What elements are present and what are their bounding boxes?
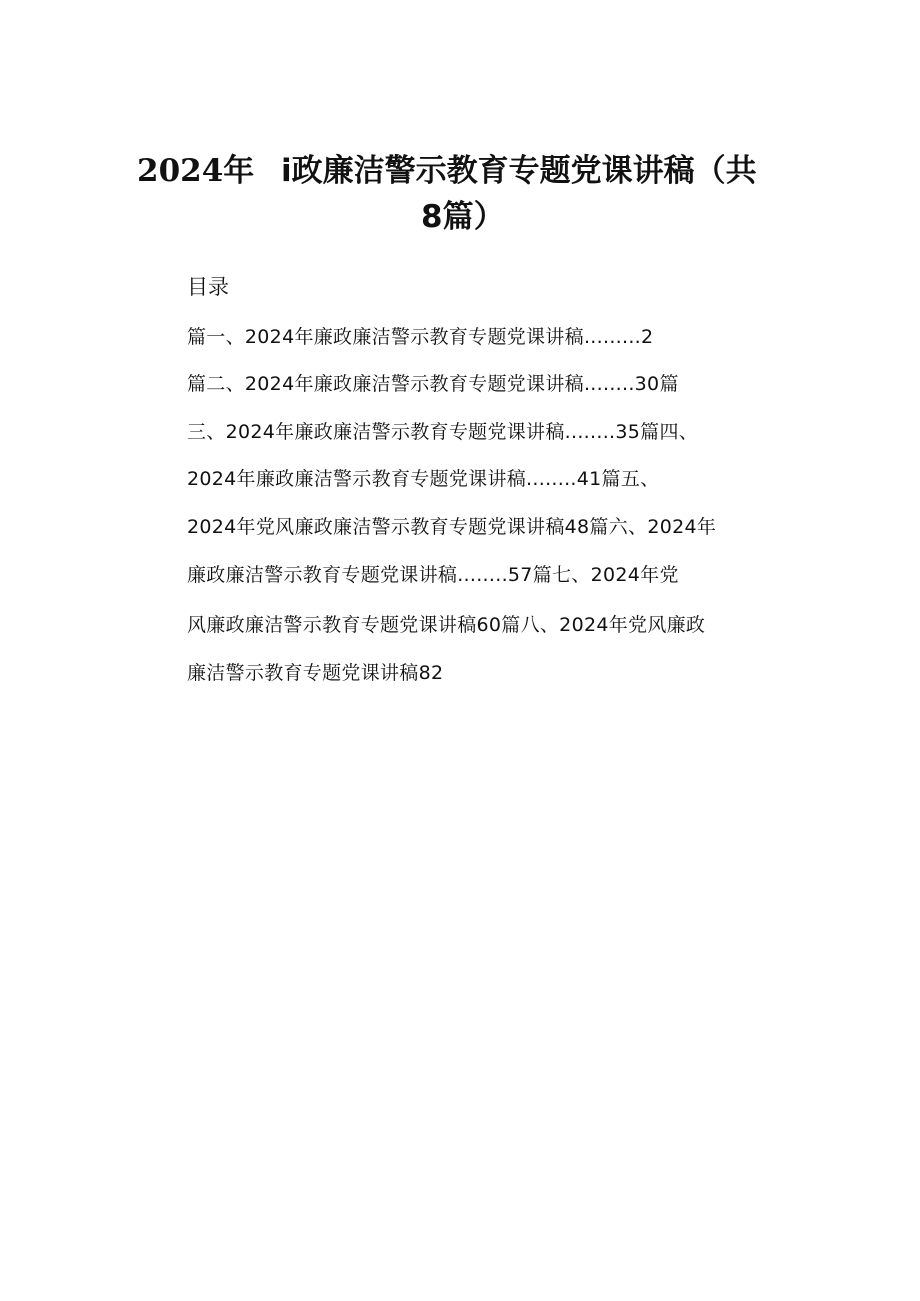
toc-line: 廉政廉洁警示教育专题党课讲稿........57篇七、2024年党 xyxy=(187,564,679,586)
toc-heading: 目录 xyxy=(187,275,229,299)
title-year: 2024年 xyxy=(137,153,255,189)
toc-line: 三、2024年廉政廉洁警示教育专题党课讲稿........35篇四、 xyxy=(187,421,699,443)
document-title-continuation: 8篇） xyxy=(421,199,505,235)
toc-line: 2024年党风廉政廉洁警示教育专题党课讲稿48篇六、2024年 xyxy=(187,516,717,538)
toc-line: 风廉政廉洁警示教育专题党课讲稿60篇八、2024年党风廉政 xyxy=(187,614,706,636)
toc-line: 篇一、2024年廉政廉洁警示教育专题党课讲稿.........2 xyxy=(187,326,654,348)
toc-line: 廉洁警示教育专题党课讲稿82 xyxy=(187,662,444,684)
toc-line: 2024年廉政廉洁警示教育专题党课讲稿........41篇五、 xyxy=(187,468,660,490)
document-title: i政廉洁警示教育专题党课讲稿（共 xyxy=(281,153,757,189)
toc-line: 篇二、2024年廉政廉洁警示教育专题党课讲稿........30篇 xyxy=(187,373,679,395)
